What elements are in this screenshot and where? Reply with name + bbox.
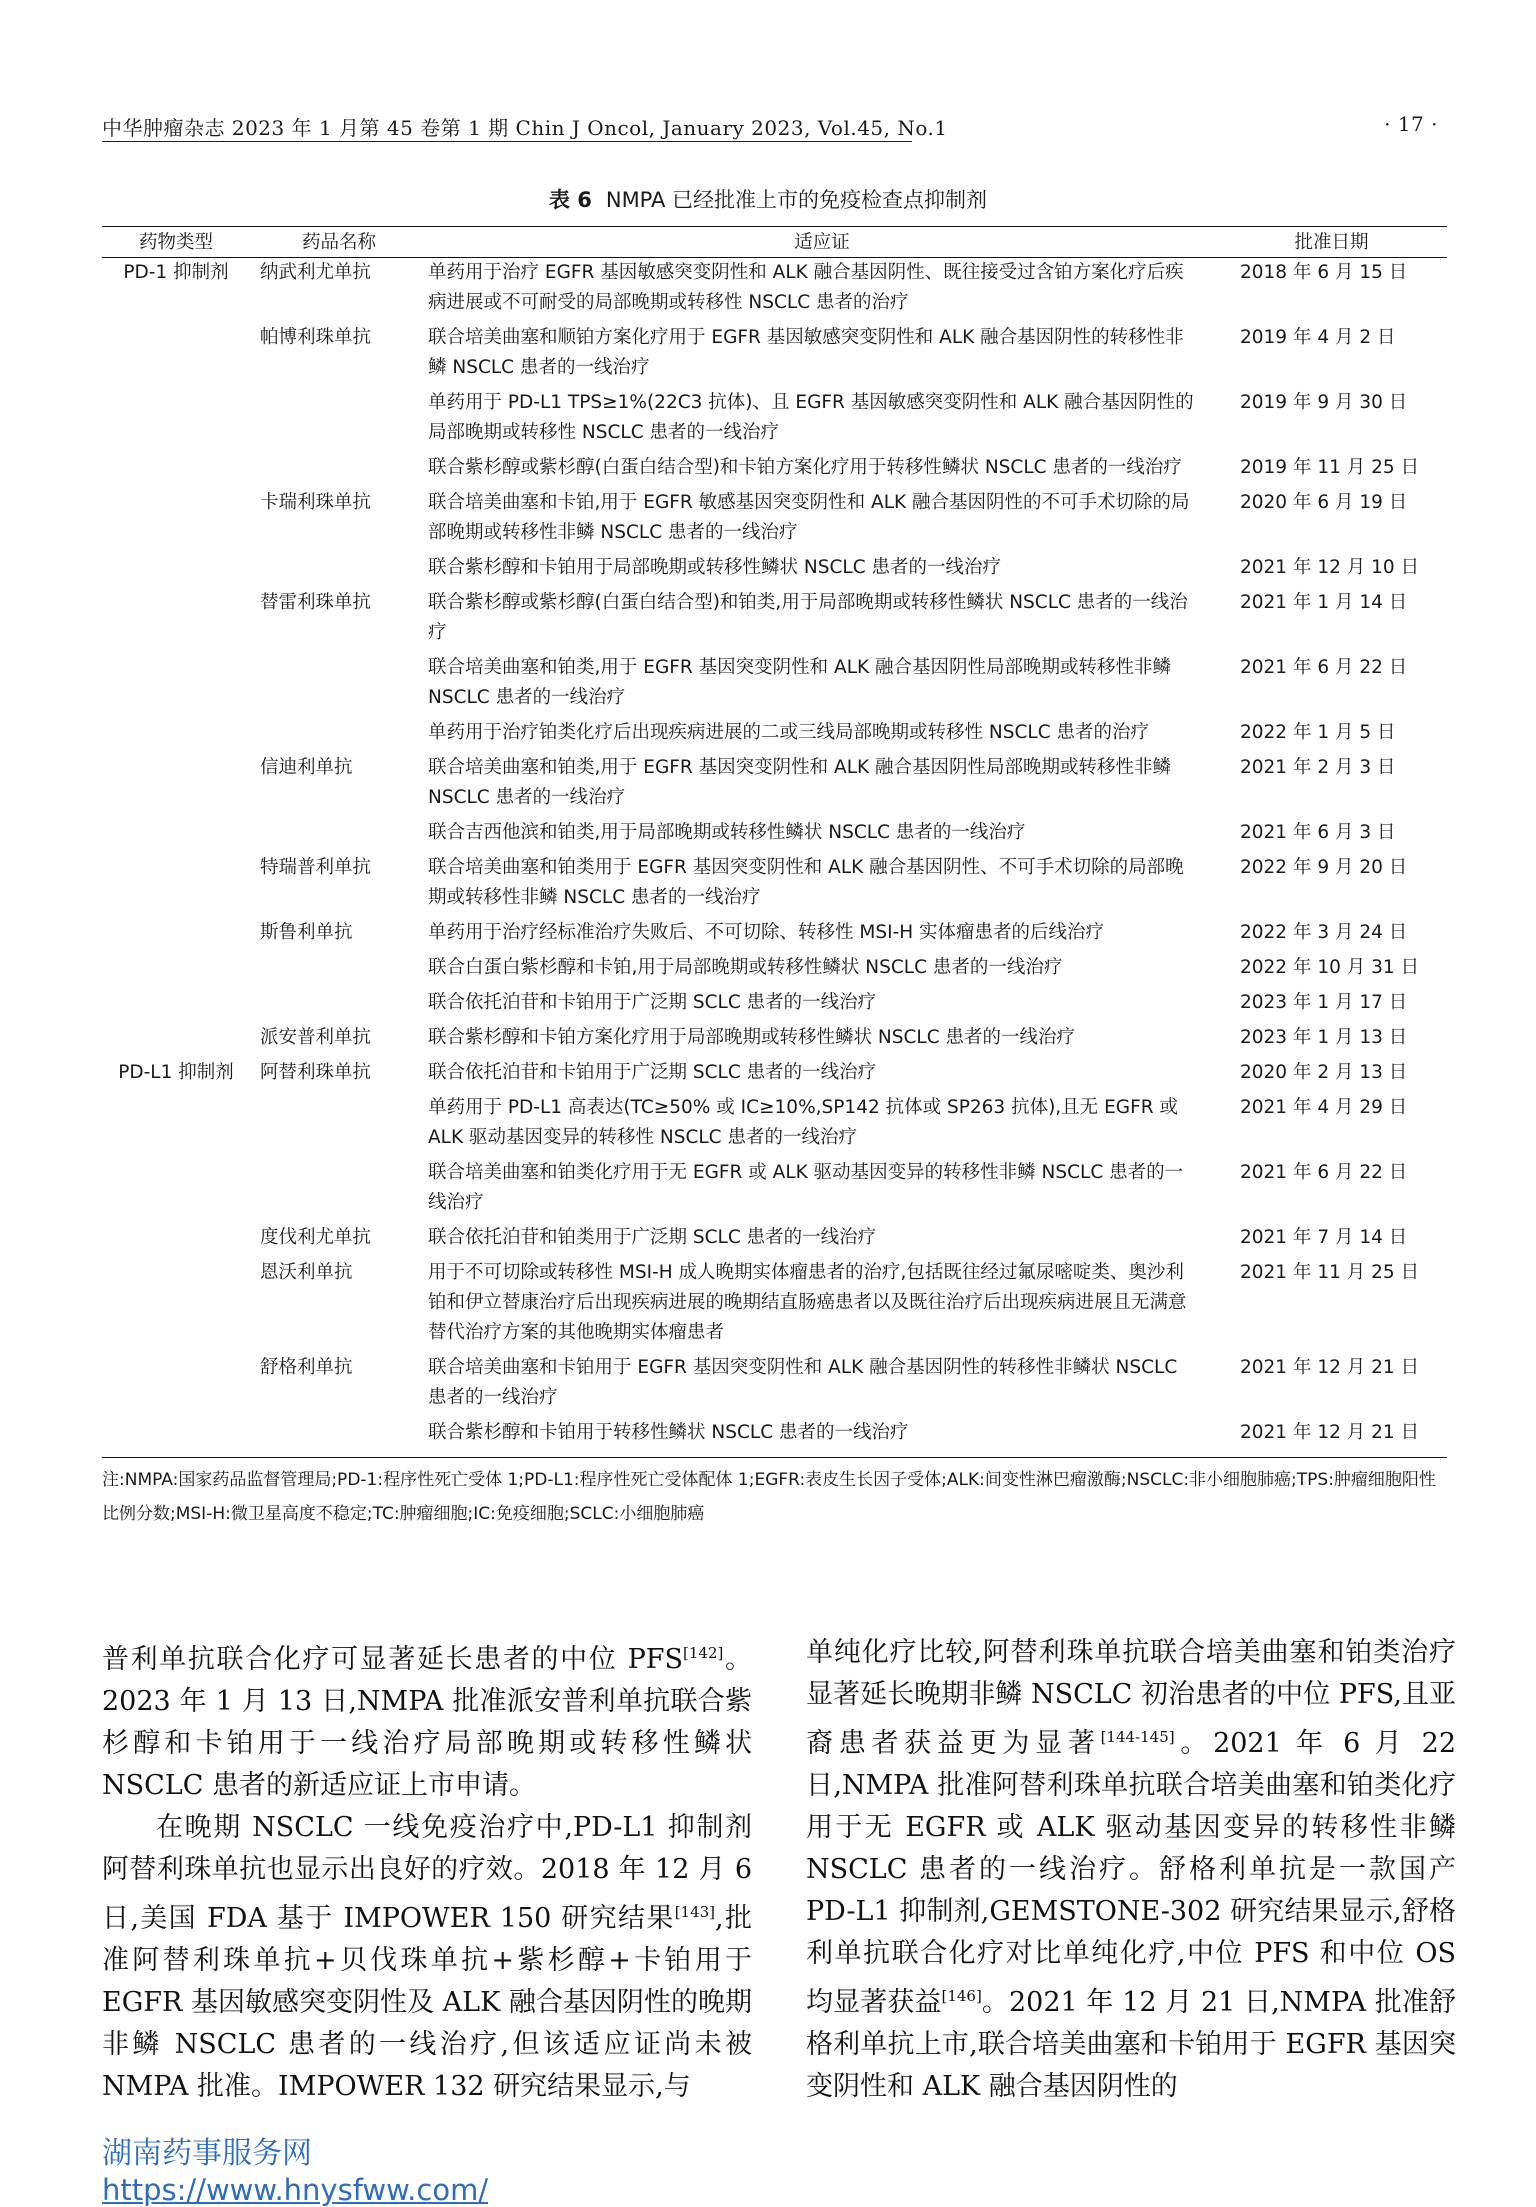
- watermark-url[interactable]: https://www.hnysfww.com/: [102, 2173, 489, 2207]
- table-row: [102, 918, 1447, 953]
- approval-date-cell: 2020 年 6 月 19 日: [1240, 492, 1408, 513]
- paragraph-text: 。2021 年 12 月 21 日,NMPA 批准舒格利单抗上市,联合培美曲塞和卡铂用于 EGFR 基因突变阴性和 ALK 融合基因阴性的: [806, 1987, 1456, 2102]
- page-number: · 17 ·: [1384, 112, 1438, 136]
- drug-type-cell: PD-1 抑制剂: [123, 262, 229, 283]
- drug-type-cell: [102, 1223, 250, 1258]
- approval-date-cell: 2021 年 7 月 14 日: [1240, 1227, 1408, 1248]
- approval-date-cell: 2021 年 6 月 22 日: [1240, 657, 1408, 678]
- table-row: [102, 553, 1447, 588]
- indication-cell: 联合培美曲塞和铂类,用于 EGFR 基因突变阴性和 ALK 融合基因阴性局部晚期或转移性非鳞 NSCLC 患者的一线治疗: [428, 657, 1172, 708]
- header-rule: [102, 141, 912, 142]
- column-header: 批准日期: [1294, 232, 1369, 253]
- table-header-row: [102, 228, 1447, 258]
- drug-name-cell: [250, 553, 428, 588]
- approval-date-cell: 2023 年 1 月 13 日: [1240, 1027, 1408, 1048]
- drug-type-cell: [102, 988, 250, 1023]
- table-row: [102, 653, 1447, 718]
- drug-name-cell: 替雷利珠单抗: [260, 592, 372, 613]
- approval-date-cell: 2021 年 1 月 14 日: [1240, 592, 1408, 613]
- approval-date-cell: 2021 年 11 月 25 日: [1240, 1262, 1420, 1283]
- drug-name-cell: 阿替利珠单抗: [260, 1062, 372, 1083]
- drug-name-cell: [250, 1093, 428, 1158]
- approval-date-cell: 2021 年 12 月 10 日: [1240, 557, 1420, 578]
- drug-type-cell: [102, 323, 250, 388]
- drug-type-cell: [102, 488, 250, 553]
- citation-ref: [146]: [941, 1987, 982, 2005]
- indication-cell: 联合紫杉醇和卡铂方案化疗用于局部晚期或转移性鳞状 NSCLC 患者的一线治疗: [428, 1027, 1075, 1048]
- drug-type-cell: [102, 1093, 250, 1158]
- table-row: [102, 1258, 1447, 1353]
- table-row: [102, 588, 1447, 653]
- approval-date-cell: 2023 年 1 月 17 日: [1240, 992, 1408, 1013]
- table-body: [102, 258, 1447, 1453]
- citation-ref: [142]: [683, 1644, 724, 1662]
- table-row: [102, 1158, 1447, 1223]
- table-row: [102, 1093, 1447, 1158]
- indication-cell: 联合紫杉醇或紫杉醇(白蛋白结合型)和铂类,用于局部晚期或转移性鳞状 NSCLC 患者的一线治疗: [428, 592, 1188, 643]
- table-row: [102, 953, 1447, 988]
- drug-type-cell: PD-L1 抑制剂: [118, 1062, 234, 1083]
- drug-name-cell: [250, 718, 428, 753]
- drug-name-cell: 卡瑞利珠单抗: [260, 492, 372, 513]
- drug-name-cell: 特瑞普利单抗: [260, 857, 372, 878]
- table-caption: NMPA 已经批准上市的免疫检查点抑制剂: [605, 188, 988, 212]
- drug-name-cell: 斯鲁利单抗: [260, 922, 353, 943]
- indication-cell: 联合培美曲塞和铂类化疗用于无 EGFR 或 ALK 驱动基因变异的转移性非鳞 NSCLC 患者的一线治疗: [428, 1162, 1184, 1213]
- drug-type-cell: [102, 918, 250, 953]
- indication-cell: 单药用于治疗铂类化疗后出现疾病进展的二或三线局部晚期或转移性 NSCLC 患者的治疗: [428, 722, 1149, 743]
- drug-name-cell: 纳武利尤单抗: [260, 262, 372, 283]
- table-row: [102, 1223, 1447, 1258]
- paragraph-text: ,批准阿替利珠单抗+贝伐珠单抗+紫杉醇+卡铂用于 EGFR 基因敏感突变阴性及 ALK 融合基因阴性的晚期非鳞 NSCLC 患者的一线治疗,但该适应证尚未被 NMPA 批准。IMPOWER 132 研究结果显示,与: [102, 1903, 752, 2102]
- column-header: 药物类型: [138, 232, 213, 253]
- drug-type-cell: [102, 1023, 250, 1058]
- approval-date-cell: 2021 年 12 月 21 日: [1240, 1422, 1420, 1443]
- indication-cell: 单药用于 PD-L1 TPS≥1%(22C3 抗体)、且 EGFR 基因敏感突变阴性和 ALK 融合基因阴性的局部晚期或转移性 NSCLC 患者的一线治疗: [428, 392, 1194, 443]
- paragraph-text: 普利单抗联合化疗可显著延长患者的中位 PFS: [102, 1644, 684, 1675]
- column-header: 药品名称: [301, 232, 376, 253]
- indication-cell: 联合紫杉醇或紫杉醇(白蛋白结合型)和卡铂方案化疗用于转移性鳞状 NSCLC 患者的一线治疗: [428, 457, 1182, 478]
- indication-cell: 联合依托泊苷和铂类用于广泛期 SCLC 患者的一线治疗: [428, 1227, 877, 1248]
- table-row: [102, 753, 1447, 818]
- drug-name-cell: [250, 1418, 428, 1453]
- citation-ref: [143]: [674, 1903, 716, 1921]
- drug-type-cell: [102, 653, 250, 718]
- drug-type-cell: [102, 553, 250, 588]
- drug-type-cell: [102, 1353, 250, 1418]
- drug-type-cell: [102, 388, 250, 453]
- approval-date-cell: 2020 年 2 月 13 日: [1240, 1062, 1408, 1083]
- approval-date-cell: 2021 年 4 月 29 日: [1240, 1097, 1408, 1118]
- indication-cell: 联合培美曲塞和顺铂方案化疗用于 EGFR 基因敏感突变阴性和 ALK 融合基因阴性的转移性非鳞 NSCLC 患者的一线治疗: [428, 327, 1184, 378]
- table-row: [102, 258, 1447, 323]
- body-column-right: [806, 1632, 1456, 2108]
- table-label: 表 6: [548, 188, 592, 212]
- drug-name-cell: 舒格利单抗: [260, 1357, 353, 1378]
- table-row: [102, 1058, 1447, 1093]
- table-row: [102, 1023, 1447, 1058]
- indication-cell: 单药用于治疗 EGFR 基因敏感突变阴性和 ALK 融合基因阴性、既往接受过含铂方案化疗后疾病进展或不可耐受的局部晚期或转移性 NSCLC 患者的治疗: [428, 262, 1184, 313]
- paragraph-text: 单纯化疗比较,阿替利珠单抗联合培美曲塞和铂类治疗显著延长晚期非鳞 NSCLC 初治患者的中位 PFS,且亚裔患者获益更为显著: [806, 1637, 1456, 1759]
- paragraph: [102, 1632, 752, 1807]
- watermark: [102, 2135, 488, 2207]
- paragraph: [806, 1632, 1456, 2108]
- indication-cell: 单药用于 PD-L1 高表达(TC≥50% 或 IC≥10%,SP142 抗体或 SP263 抗体),且无 EGFR 或 ALK 驱动基因变异的转移性 NSCLC 患者的一线治疗: [428, 1097, 1178, 1148]
- drug-name-cell: 信迪利单抗: [260, 757, 353, 778]
- table-row: [102, 488, 1447, 553]
- drug-name-cell: [250, 953, 428, 988]
- approval-date-cell: 2021 年 6 月 3 日: [1240, 822, 1396, 843]
- paragraph-text: 。2023 年 1 月 13 日,NMPA 批准派安普利单抗联合紫杉醇和卡铂用于一线治疗局部晚期或转移性鳞状 NSCLC 患者的新适应证上市申请。: [102, 1644, 753, 1801]
- drug-type-cell: [102, 818, 250, 853]
- table-row: [102, 1418, 1447, 1453]
- indication-cell: 联合吉西他滨和铂类,用于局部晚期或转移性鳞状 NSCLC 患者的一线治疗: [428, 822, 1026, 843]
- approval-date-cell: 2021 年 12 月 21 日: [1240, 1357, 1420, 1378]
- table-row: [102, 718, 1447, 753]
- indication-cell: 联合培美曲塞和铂类用于 EGFR 基因突变阴性和 ALK 融合基因阴性、不可手术切除的局部晚期或转移性非鳞 NSCLC 患者的一线治疗: [428, 857, 1184, 908]
- watermark-site-name: 湖南药事服务网: [102, 2136, 312, 2171]
- table-title: [0, 184, 1536, 214]
- table-top-rule: [102, 226, 1447, 227]
- drug-name-cell: [250, 988, 428, 1023]
- approval-date-cell: 2019 年 9 月 30 日: [1240, 392, 1408, 413]
- indication-cell: 联合紫杉醇和卡铂用于转移性鳞状 NSCLC 患者的一线治疗: [428, 1422, 909, 1443]
- drug-name-cell: [250, 1158, 428, 1223]
- drug-type-cell: [102, 1158, 250, 1223]
- drug-type-cell: [102, 1258, 250, 1353]
- table-row: [102, 323, 1447, 388]
- table-footnote: 注:NMPA:国家药品监督管理局;PD-1:程序性死亡受体 1;PD-L1:程序性死亡受体配体 1;EGFR:表皮生长因子受体;ALK:间变性淋巴瘤激酶;NSCLC:非小细胞肺癌;TPS:肿瘤细胞阳性比例分数;MSI-H:微卫星高度不稳定;TC:肿瘤细胞;IC:免疫细胞;SCLC:小细胞肺癌: [102, 1470, 1436, 1524]
- approval-date-cell: 2019 年 11 月 25 日: [1240, 457, 1420, 478]
- drug-type-cell: [102, 853, 250, 918]
- drug-type-cell: [102, 453, 250, 488]
- drug-type-cell: [102, 718, 250, 753]
- indication-cell: 联合培美曲塞和卡铂,用于 EGFR 敏感基因突变阴性和 ALK 融合基因阴性的不可手术切除的局部晚期或转移性非鳞 NSCLC 患者的一线治疗: [428, 492, 1190, 543]
- indication-cell: 联合紫杉醇和卡铂用于局部晚期或转移性鳞状 NSCLC 患者的一线治疗: [428, 557, 1001, 578]
- indication-cell: 用于不可切除或转移性 MSI-H 成人晚期实体瘤患者的治疗,包括既往经过氟尿嘧啶类、奥沙利铂和伊立替康治疗后出现疾病进展的晚期结直肠癌患者以及既往治疗后出现疾病进展且无满意替代治疗方案的其他晚期实体瘤患者: [428, 1262, 1187, 1343]
- drug-name-cell: [250, 818, 428, 853]
- table-row: [102, 453, 1447, 488]
- drug-name-cell: 帕博利珠单抗: [260, 327, 372, 348]
- table-row: [102, 388, 1447, 453]
- checkpoint-inhibitor-table: [102, 228, 1447, 1453]
- body-column-left: [102, 1632, 752, 2108]
- indication-cell: 联合依托泊苷和卡铂用于广泛期 SCLC 患者的一线治疗: [428, 1062, 877, 1083]
- drug-name-cell: [250, 388, 428, 453]
- indication-cell: 单药用于治疗经标准治疗失败后、不可切除、转移性 MSI-H 实体瘤患者的后线治疗: [428, 922, 1105, 943]
- approval-date-cell: 2021 年 2 月 3 日: [1240, 757, 1396, 778]
- journal-citation: 中华肿瘤杂志 2023 年 1 月第 45 卷第 1 期 Chin J Oncol, January 2023, Vol.45, No.1: [102, 116, 948, 140]
- drug-name-cell: 派安普利单抗: [260, 1027, 372, 1048]
- indication-cell: 联合培美曲塞和卡铂用于 EGFR 基因突变阴性和 ALK 融合基因阴性的转移性非鳞状 NSCLC 患者的一线治疗: [428, 1357, 1178, 1408]
- indication-cell: 联合培美曲塞和铂类,用于 EGFR 基因突变阴性和 ALK 融合基因阴性局部晚期或转移性非鳞 NSCLC 患者的一线治疗: [428, 757, 1172, 808]
- drug-name-cell: 恩沃利单抗: [260, 1262, 353, 1283]
- drug-type-cell: [102, 588, 250, 653]
- drug-type-cell: [102, 753, 250, 818]
- approval-date-cell: 2022 年 10 月 31 日: [1240, 957, 1420, 978]
- drug-type-cell: [102, 953, 250, 988]
- indication-cell: 联合依托泊苷和卡铂用于广泛期 SCLC 患者的一线治疗: [428, 992, 877, 1013]
- paragraph-text: 。2021 年 6 月 22 日,NMPA 批准阿替利珠单抗联合培美曲塞和铂类化疗用于无 EGFR 或 ALK 驱动基因变异的转移性非鳞 NSCLC 患者的一线治疗。舒格利单抗是一款国产 PD-L1 抑制剂,GEMSTONE-302 研究结果显示,舒格利单抗联合化疗对比单纯化疗,中位 PFS 和中位 OS 均显著获益: [806, 1728, 1457, 2018]
- drug-name-cell: 度伐利尤单抗: [260, 1227, 372, 1248]
- running-header: [102, 112, 1438, 142]
- indication-cell: 联合白蛋白紫杉醇和卡铂,用于局部晚期或转移性鳞状 NSCLC 患者的一线治疗: [428, 957, 1063, 978]
- table-row: [102, 853, 1447, 918]
- approval-date-cell: 2019 年 4 月 2 日: [1240, 327, 1396, 348]
- paragraph: [102, 1807, 752, 2108]
- paragraph-text: 在晚期 NSCLC 一线免疫治疗中,PD-L1 抑制剂阿替利珠单抗也显示出良好的疗效。2018 年 12 月 6 日,美国 FDA 基于 IMPOWER 150 研究结果: [102, 1812, 752, 1934]
- drug-name-cell: [250, 653, 428, 718]
- approval-date-cell: 2022 年 3 月 24 日: [1240, 922, 1408, 943]
- approval-date-cell: 2018 年 6 月 15 日: [1240, 262, 1408, 283]
- table-row: [102, 1353, 1447, 1418]
- table-row: [102, 988, 1447, 1023]
- column-header: 适应证: [794, 232, 850, 253]
- table-bottom-rule: [102, 1457, 1447, 1458]
- approval-date-cell: 2022 年 1 月 5 日: [1240, 722, 1396, 743]
- table-row: [102, 818, 1447, 853]
- drug-name-cell: [250, 453, 428, 488]
- citation-ref: [144-145]: [1100, 1728, 1175, 1746]
- drug-type-cell: [102, 1418, 250, 1453]
- approval-date-cell: 2022 年 9 月 20 日: [1240, 857, 1408, 878]
- approval-date-cell: 2021 年 6 月 22 日: [1240, 1162, 1408, 1183]
